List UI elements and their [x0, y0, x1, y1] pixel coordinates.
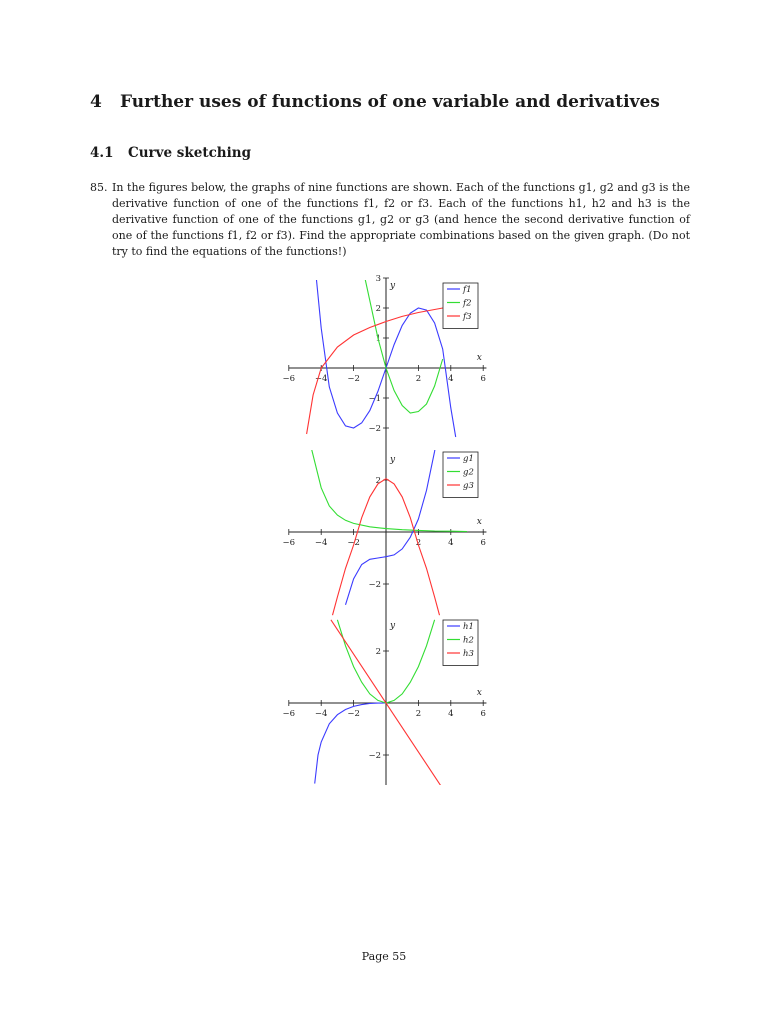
legend-label: f3 — [463, 312, 472, 322]
legend-label: h2 — [463, 635, 474, 646]
x-tick-label: 6 — [480, 374, 486, 384]
exercise-number: 85. — [90, 181, 108, 194]
y-tick-label: 3 — [375, 274, 381, 284]
y-axis-label: y — [390, 281, 396, 291]
legend-box — [443, 283, 478, 329]
legend-label: g2 — [463, 467, 474, 478]
y-tick-label: 2 — [375, 476, 381, 486]
y-tick-label: −2 — [368, 751, 381, 761]
x-axis-label: x — [476, 353, 482, 363]
legend — [443, 452, 478, 498]
x-tick-label: 4 — [448, 709, 454, 719]
graph-panel-1 — [283, 274, 487, 452]
section-title: Curve sketching — [128, 145, 252, 161]
series-line-f2 — [365, 278, 443, 413]
x-tick-label: −6 — [282, 709, 296, 719]
graph-panel-3 — [283, 618, 487, 786]
legend — [443, 283, 478, 329]
page-number: 55 — [392, 950, 407, 963]
graph-panel-2 — [283, 423, 487, 620]
legend — [443, 620, 478, 666]
x-tick-label: 2 — [415, 374, 422, 384]
legend-label: h3 — [463, 649, 474, 659]
legend-label: g3 — [463, 481, 474, 491]
x-tick-label: −6 — [282, 538, 296, 548]
x-axis-label: x — [476, 517, 482, 527]
x-tick-label: 4 — [448, 538, 454, 548]
x-tick-label: −2 — [347, 538, 360, 548]
y-tick-label: 2 — [375, 304, 381, 314]
exercise-text: In the figures below, the graphs of nine functions are shown. Each of the functions g1, g2 and g3 is the derivative function of one of the functions f1, f2 or f3. Each of the functions h1, h2 and h3 is the derivative function of one of the functions g1, g2 or g3 (and hence the second derivative function of one of the functions f1, f2 or f3). Find the appropriate combinations based on the given graph. (Do not try to find the equations of the functions!) — [112, 181, 690, 258]
y-tick-label: −2 — [368, 424, 381, 434]
x-tick-label: 6 — [480, 538, 486, 548]
x-tick-label: 2 — [415, 538, 422, 548]
x-tick-label: 6 — [480, 709, 486, 719]
y-tick-label: −1 — [368, 394, 381, 404]
page-footer: Page 55 — [361, 950, 407, 963]
x-tick-label: −4 — [314, 538, 328, 548]
y-tick-label: 2 — [375, 647, 381, 657]
legend-label: h1 — [463, 622, 474, 632]
x-axis-label: x — [476, 688, 482, 698]
legend-label: f1 — [463, 285, 472, 295]
x-tick-label: −4 — [314, 374, 328, 384]
chapter-number: 4 — [90, 92, 102, 112]
chapter-title: Further uses of functions of one variable and derivatives — [120, 92, 660, 112]
x-tick-label: −4 — [314, 709, 328, 719]
y-tick-label: −2 — [368, 580, 381, 590]
x-tick-label: 4 — [448, 374, 454, 384]
legend-label: f2 — [463, 298, 472, 309]
x-tick-label: −2 — [347, 374, 360, 384]
legend-label: g1 — [463, 454, 474, 464]
x-tick-label: −6 — [282, 374, 296, 384]
x-tick-label: −2 — [347, 709, 360, 719]
y-axis-label: y — [390, 455, 396, 465]
x-tick-label: 2 — [415, 709, 422, 719]
y-tick-label: 1 — [375, 334, 381, 344]
section-number: 4.1 — [90, 145, 114, 161]
series-line-g1 — [346, 423, 440, 605]
y-axis-label: y — [390, 621, 396, 631]
